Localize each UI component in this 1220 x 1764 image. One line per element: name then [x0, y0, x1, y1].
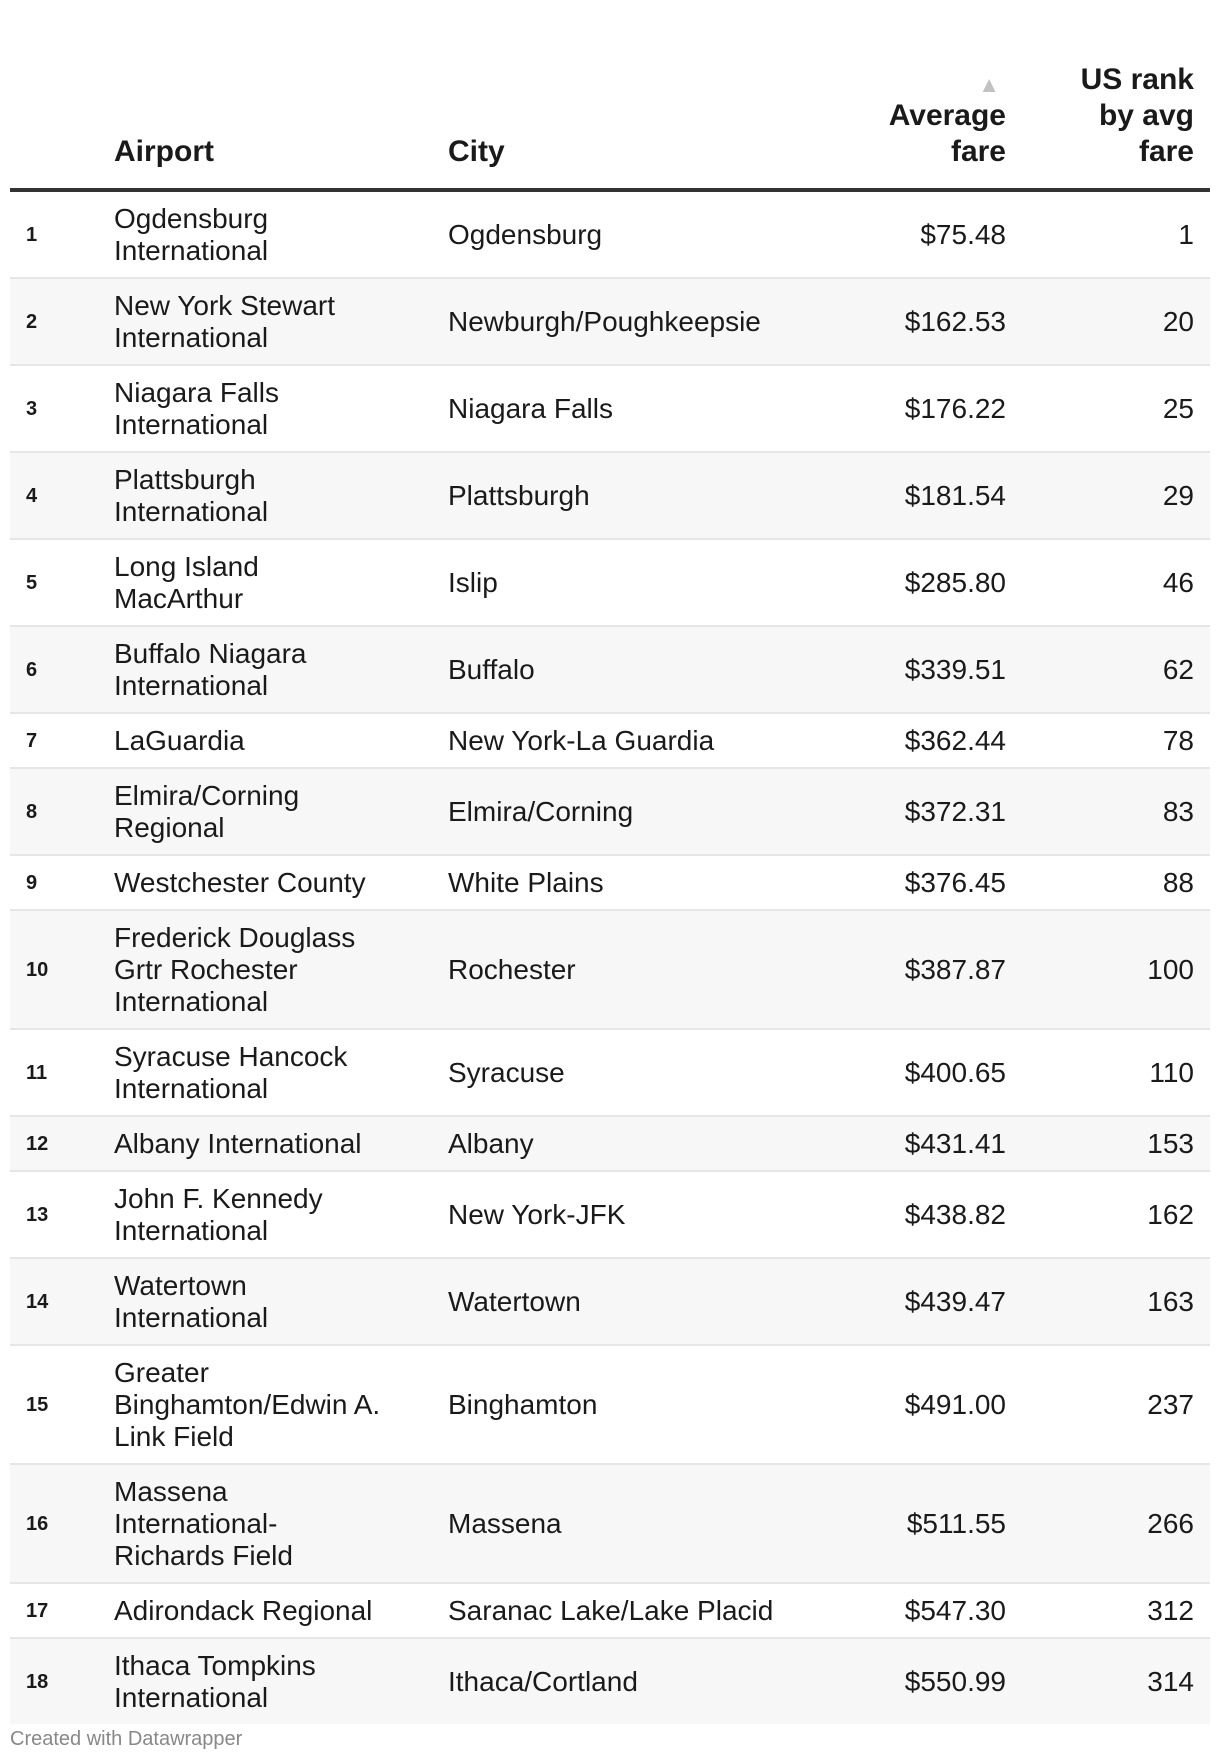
airport-name-line: Ithaca Tompkins	[114, 1649, 316, 1681]
table-row	[10, 278, 1210, 365]
cell-us-rank: 46	[1022, 539, 1210, 626]
cell-average-fare: $550.99	[874, 1638, 1022, 1724]
cell-city: Watertown	[448, 1258, 874, 1345]
cell-rank: 4	[10, 452, 114, 539]
airport-name-line: International	[114, 985, 269, 1017]
table-row	[10, 1171, 1210, 1258]
cell-average-fare: $372.31	[874, 768, 1022, 855]
airport-name-line: MacArthur	[114, 582, 244, 614]
airport-name-line: Elmira/Corning	[114, 779, 300, 811]
cell-city: Niagara Falls	[448, 365, 874, 452]
table-row	[10, 1345, 1210, 1464]
cell-us-rank: 312	[1022, 1583, 1210, 1638]
credit-text: Created with Datawrapper	[10, 1728, 243, 1750]
cell-airport	[114, 278, 448, 365]
cell-us-rank: 110	[1022, 1029, 1210, 1116]
table-row	[10, 1583, 1210, 1638]
airport-name-line: International	[114, 1681, 269, 1713]
cell-average-fare: $362.44	[874, 713, 1022, 768]
cell-rank: 15	[10, 1345, 114, 1464]
cell-average-fare: $511.55	[874, 1464, 1022, 1583]
airport-name-line: Watertown	[114, 1269, 247, 1301]
cell-average-fare: $491.00	[874, 1345, 1022, 1464]
table-row	[10, 910, 1210, 1029]
cell-average-fare: $547.30	[874, 1583, 1022, 1638]
cell-city: Ithaca/Cortland	[448, 1638, 874, 1724]
cell-rank: 16	[10, 1464, 114, 1583]
header-row	[10, 0, 1210, 190]
cell-city: Elmira/Corning	[448, 768, 874, 855]
cell-us-rank: 62	[1022, 626, 1210, 713]
cell-city: White Plains	[448, 855, 874, 910]
cell-rank: 7	[10, 713, 114, 768]
fare-table	[10, 0, 1210, 1724]
cell-rank: 17	[10, 1583, 114, 1638]
cell-city: Albany	[448, 1116, 874, 1171]
airport-name-line: Regional	[114, 811, 225, 843]
cell-city: Islip	[448, 539, 874, 626]
airport-name-line: Ogdensburg	[114, 202, 269, 234]
table-row	[10, 768, 1210, 855]
airport-name-line: International	[114, 1301, 269, 1333]
table-row	[10, 1464, 1210, 1583]
cell-airport	[114, 365, 448, 452]
col-header-us-rank-line1: US rank	[1080, 63, 1194, 96]
cell-us-rank: 153	[1022, 1116, 1210, 1171]
col-header-rank[interactable]	[10, 0, 114, 190]
cell-rank: 12	[10, 1116, 114, 1171]
cell-airport	[114, 1345, 448, 1464]
cell-city: Rochester	[448, 910, 874, 1029]
airport-name-line: International	[114, 669, 269, 701]
cell-city: Newburgh/Poughkeepsie	[448, 278, 874, 365]
cell-us-rank: 83	[1022, 768, 1210, 855]
col-header-city[interactable]: City	[448, 0, 874, 190]
airport-name-line: Frederick Douglass	[114, 921, 356, 953]
sort-ascending-icon: ▲	[978, 72, 1000, 97]
col-header-us-rank-line3: fare	[1138, 135, 1194, 168]
airport-name-line: International-	[114, 1507, 278, 1539]
table-row	[10, 365, 1210, 452]
cell-rank: 8	[10, 768, 114, 855]
cell-us-rank: 25	[1022, 365, 1210, 452]
airport-name-line: International	[114, 1072, 269, 1104]
col-header-us-rank[interactable]	[1022, 0, 1210, 190]
cell-rank: 14	[10, 1258, 114, 1345]
cell-airport	[114, 1583, 448, 1638]
table-row	[10, 190, 1210, 278]
cell-airport	[114, 626, 448, 713]
col-header-average-fare[interactable]	[874, 0, 1022, 190]
cell-rank: 18	[10, 1638, 114, 1724]
col-header-airport[interactable]: Airport	[114, 0, 448, 190]
table-row	[10, 1258, 1210, 1345]
airport-name-line: International	[114, 408, 269, 440]
cell-us-rank: 1	[1022, 190, 1210, 278]
cell-city: Binghamton	[448, 1345, 874, 1464]
table-row	[10, 1116, 1210, 1171]
cell-city: Massena	[448, 1464, 874, 1583]
cell-us-rank: 29	[1022, 452, 1210, 539]
cell-city: Buffalo	[448, 626, 874, 713]
cell-city: Saranac Lake/Lake Placid	[448, 1583, 874, 1638]
col-header-average-fare-line2: fare	[950, 135, 1006, 168]
table-row	[10, 626, 1210, 713]
cell-airport	[114, 768, 448, 855]
cell-airport	[114, 539, 448, 626]
cell-rank: 1	[10, 190, 114, 278]
cell-airport	[114, 910, 448, 1029]
airport-name-line: Binghamton/Edwin A.	[114, 1388, 381, 1420]
table-row	[10, 539, 1210, 626]
airport-name-line: Richards Field	[114, 1539, 293, 1571]
airport-name-line: Syracuse Hancock	[114, 1040, 348, 1072]
cell-rank: 3	[10, 365, 114, 452]
cell-rank: 5	[10, 539, 114, 626]
table-row	[10, 452, 1210, 539]
cell-us-rank: 163	[1022, 1258, 1210, 1345]
col-header-us-rank-line2: by avg	[1098, 99, 1194, 132]
cell-rank: 9	[10, 855, 114, 910]
cell-us-rank: 20	[1022, 278, 1210, 365]
cell-average-fare: $162.53	[874, 278, 1022, 365]
cell-city: New York-JFK	[448, 1171, 874, 1258]
airport-name-line: Plattsburgh	[114, 463, 256, 495]
airport-name-line: Niagara Falls	[114, 376, 279, 408]
airport-name-line: New York Stewart	[114, 289, 335, 321]
cell-us-rank: 100	[1022, 910, 1210, 1029]
airport-name-line: International	[114, 1214, 269, 1246]
cell-rank: 13	[10, 1171, 114, 1258]
airport-name-line: International	[114, 321, 269, 353]
cell-average-fare: $176.22	[874, 365, 1022, 452]
cell-average-fare: $431.41	[874, 1116, 1022, 1171]
cell-airport	[114, 190, 448, 278]
cell-city: Syracuse	[448, 1029, 874, 1116]
cell-us-rank: 88	[1022, 855, 1210, 910]
cell-average-fare: $285.80	[874, 539, 1022, 626]
table-row	[10, 713, 1210, 768]
cell-airport	[114, 1258, 448, 1345]
cell-airport	[114, 1116, 448, 1171]
airport-name-line: Massena	[114, 1475, 228, 1507]
cell-city: Plattsburgh	[448, 452, 874, 539]
cell-airport	[114, 1171, 448, 1258]
cell-average-fare: $376.45	[874, 855, 1022, 910]
cell-us-rank: 162	[1022, 1171, 1210, 1258]
cell-rank: 11	[10, 1029, 114, 1116]
airport-name-line: International	[114, 495, 269, 527]
airport-name-line: Greater	[114, 1356, 209, 1388]
cell-airport	[114, 713, 448, 768]
cell-city: New York-La Guardia	[448, 713, 874, 768]
cell-average-fare: $339.51	[874, 626, 1022, 713]
col-header-average-fare-line1: Average	[888, 99, 1006, 132]
airport-name-line: Long Island	[114, 550, 259, 582]
cell-airport	[114, 1638, 448, 1724]
cell-us-rank: 78	[1022, 713, 1210, 768]
cell-average-fare: $75.48	[874, 190, 1022, 278]
table-row	[10, 1638, 1210, 1724]
airport-name-line: Albany International	[114, 1127, 362, 1159]
airport-name-line: Grtr Rochester	[114, 953, 298, 985]
table-body	[10, 190, 1210, 1724]
cell-us-rank: 266	[1022, 1464, 1210, 1583]
cell-airport	[114, 1464, 448, 1583]
airport-name-line: Link Field	[114, 1420, 234, 1452]
cell-airport	[114, 452, 448, 539]
cell-average-fare: $400.65	[874, 1029, 1022, 1116]
cell-us-rank: 237	[1022, 1345, 1210, 1464]
cell-city: Ogdensburg	[448, 190, 874, 278]
cell-rank: 6	[10, 626, 114, 713]
airport-name-line: John F. Kennedy	[114, 1182, 323, 1214]
cell-rank: 2	[10, 278, 114, 365]
table-row	[10, 855, 1210, 910]
cell-average-fare: $181.54	[874, 452, 1022, 539]
airport-name-line: Buffalo Niagara	[114, 637, 307, 669]
airport-name-line: LaGuardia	[114, 724, 245, 756]
cell-average-fare: $438.82	[874, 1171, 1022, 1258]
cell-average-fare: $439.47	[874, 1258, 1022, 1345]
cell-average-fare: $387.87	[874, 910, 1022, 1029]
cell-airport	[114, 855, 448, 910]
cell-airport	[114, 1029, 448, 1116]
airport-name-line: International	[114, 234, 269, 266]
cell-us-rank: 314	[1022, 1638, 1210, 1724]
cell-rank: 10	[10, 910, 114, 1029]
airport-name-line: Adirondack Regional	[114, 1594, 373, 1626]
table-row	[10, 1029, 1210, 1116]
airport-name-line: Westchester County	[114, 866, 366, 898]
